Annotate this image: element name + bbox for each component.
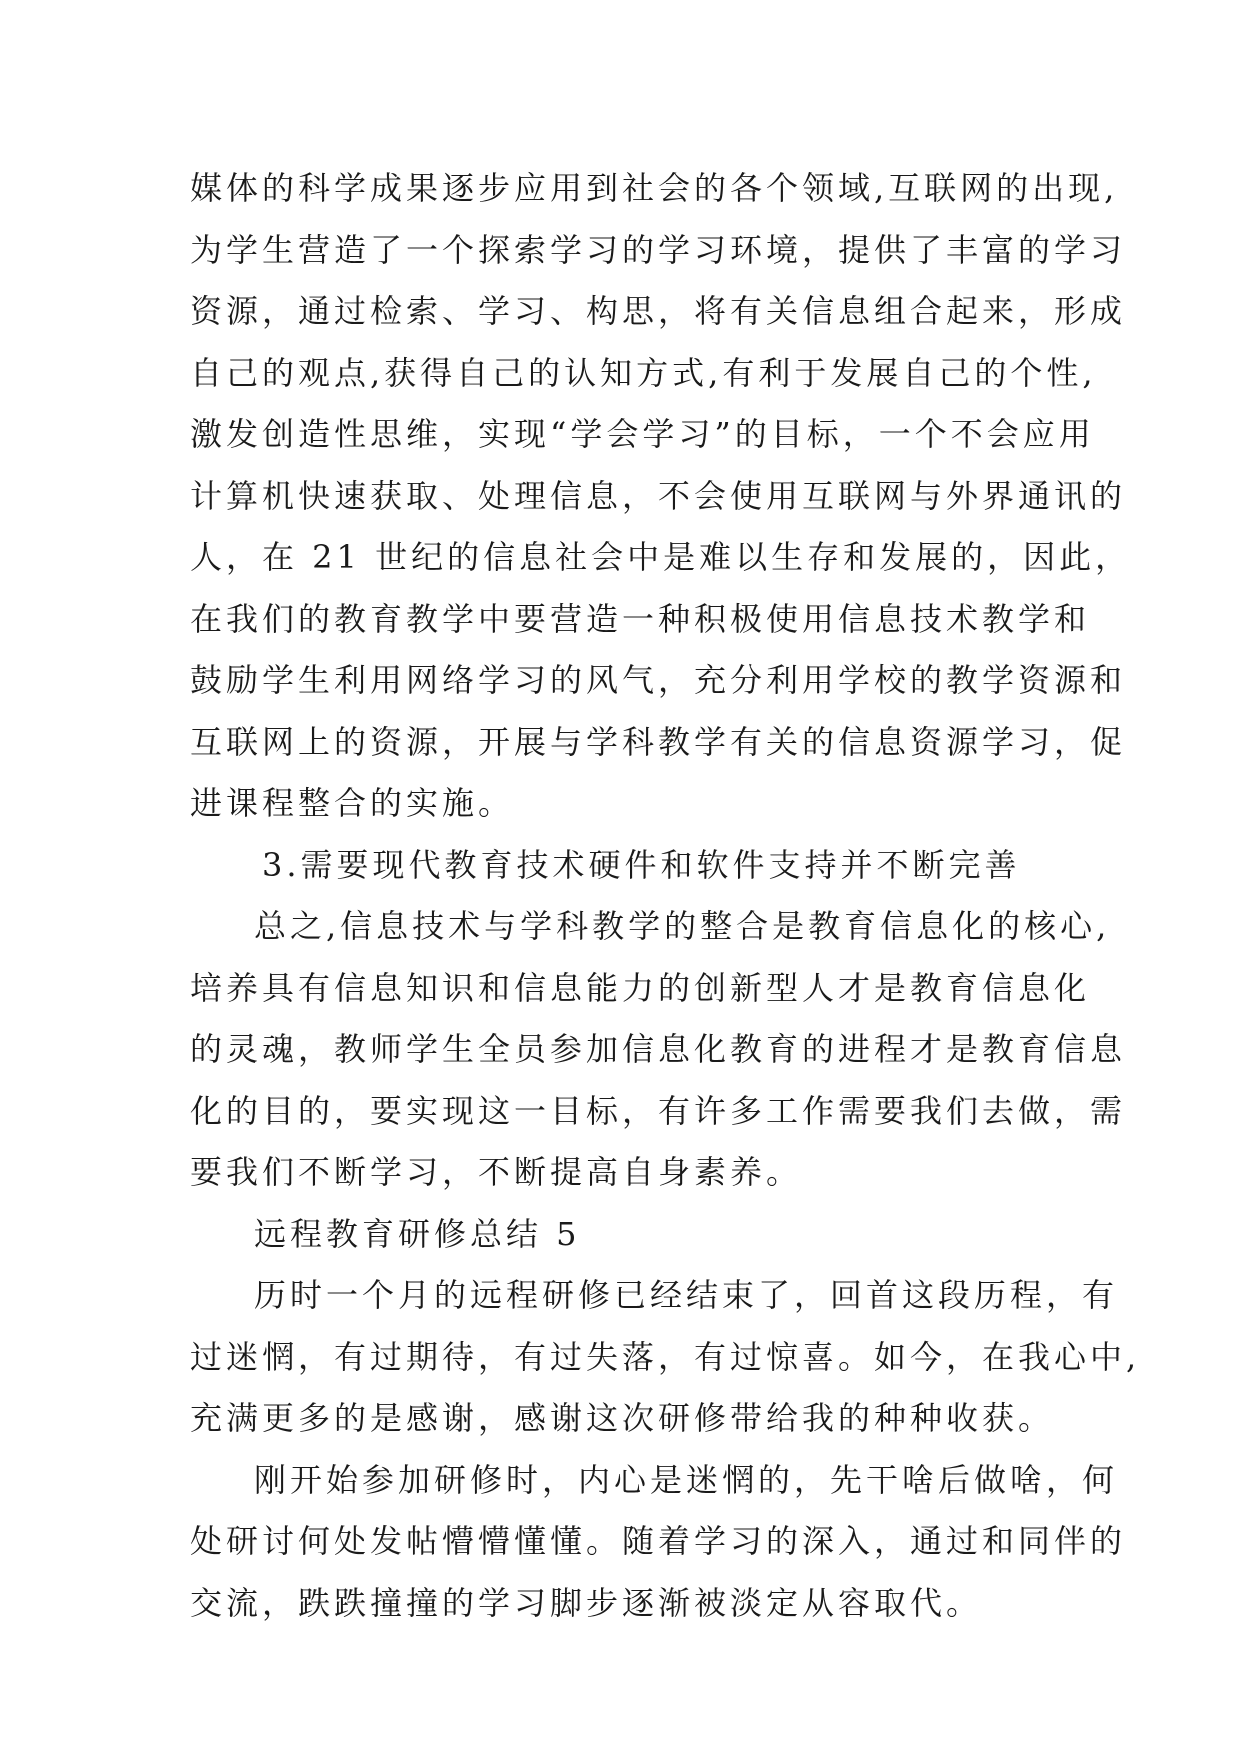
text-line: 充满更多的是感谢，感谢这次研修带给我的种种收获。 — [190, 1399, 1055, 1437]
section-heading: 3.需要现代教育技术硬件和软件支持并不断完善 — [262, 845, 1021, 884]
text-line: 要我们不断学习，不断提高自身素养。 — [190, 1153, 803, 1191]
text-line: 鼓励学生利用网络学习的风气，充分利用学校的教学资源和 — [190, 661, 1127, 699]
text-line: 资源，通过检索、学习、构思，将有关信息组合起来，形成 — [190, 292, 1127, 330]
text-line: 的灵魂，教师学生全员参加信息化教育的进程才是教育信息 — [190, 1030, 1127, 1068]
text-line: 互联网上的资源，开展与学科教学有关的信息资源学习，促 — [190, 722, 1127, 761]
paragraph-start: 历时一个月的远程研修已经结束了，回首这段历程，有 — [254, 1276, 1119, 1314]
text-line: 培养具有信息知识和信息能力的创新型人才是教育信息化 — [190, 968, 1091, 1007]
text-line: 过迷惘，有过期待，有过失落，有过惊喜。如今，在我心中, — [190, 1337, 1141, 1376]
text-line: 进课程整合的实施。 — [190, 784, 515, 822]
text-line: 自己的观点,获得自己的认知方式,有利于发展自己的个性, — [190, 353, 1097, 392]
article-title: 远程教育研修总结 5 — [254, 1214, 581, 1253]
text-line: 交流，跌跌撞撞的学习脚步逐渐被淡定从容取代。 — [190, 1583, 983, 1622]
paragraph-start: 刚开始参加研修时，内心是迷惘的，先干啥后做啥，何 — [254, 1460, 1119, 1499]
paragraph-start: 总之,信息技术与学科教学的整合是教育信息化的核心, — [254, 907, 1111, 945]
text-line: 计算机快速获取、处理信息，不会使用互联网与外界通讯的 — [190, 476, 1127, 515]
text-line: 处研讨何处发帖懵懵懂懂。随着学习的深入，通过和同伴的 — [190, 1522, 1127, 1560]
text-line: 媒体的科学成果逐步应用到社会的各个领域,互联网的出现, — [190, 169, 1119, 207]
text-line: 人，在 21 世纪的信息社会中是难以生存和发展的，因此， — [190, 538, 1132, 576]
text-line: 化的目的，要实现这一目标，有许多工作需要我们去做，需 — [190, 1091, 1127, 1130]
text-line: 为学生营造了一个探索学习的学习环境，提供了丰富的学习 — [190, 230, 1127, 269]
text-line: 在我们的教育教学中要营造一种积极使用信息技术教学和 — [190, 599, 1091, 638]
document-body — [190, 158, 1141, 1634]
text-line: 激发创造性思维，实现“学会学习”的目标，一个不会应用 — [190, 415, 1095, 453]
